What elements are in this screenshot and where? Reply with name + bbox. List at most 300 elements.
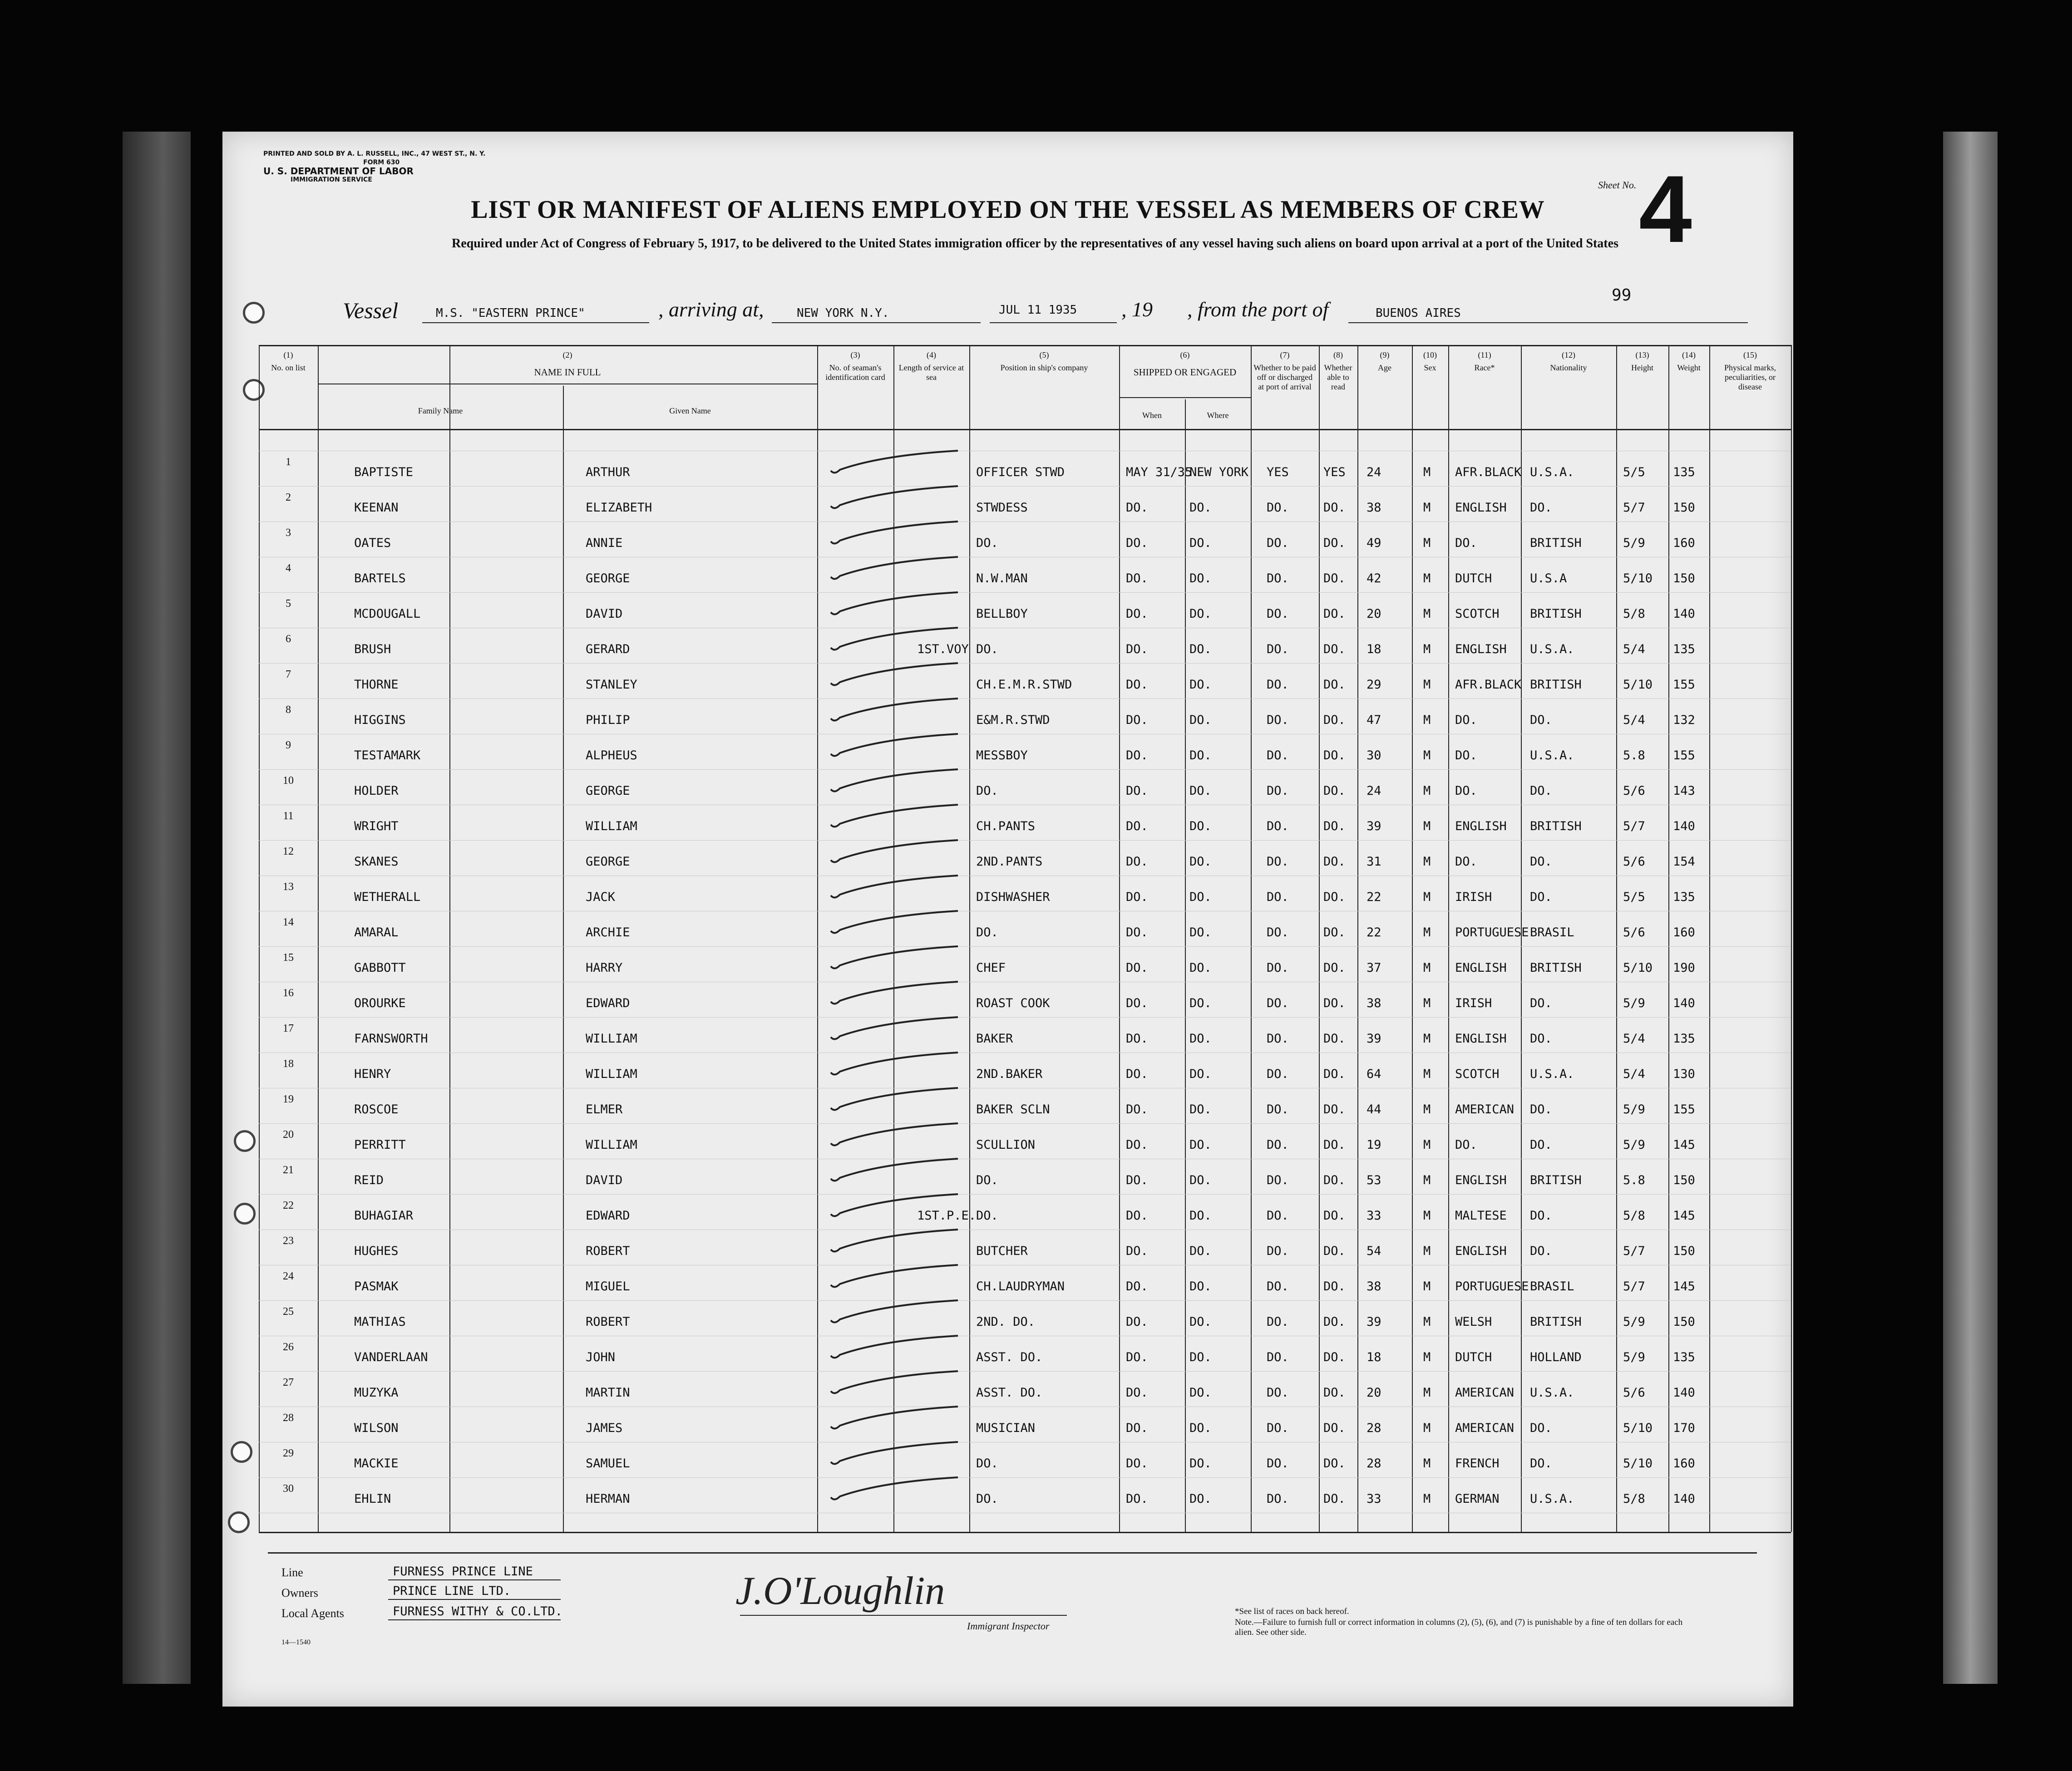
shipped-when-cell: DO.	[1126, 607, 1148, 621]
height-cell: 5/4	[1623, 713, 1645, 727]
position-cell: DO.	[976, 784, 998, 798]
height-cell: 5/10	[1623, 571, 1653, 585]
inspector-label: Immigrant Inspector	[967, 1620, 1050, 1632]
position-cell: DO.	[976, 1209, 998, 1223]
weight-cell: 145	[1673, 1279, 1695, 1294]
weight-cell: 160	[1673, 536, 1695, 550]
row-number: 16	[283, 987, 294, 999]
row-number: 19	[283, 1093, 294, 1105]
able-to-read-cell: DO.	[1323, 961, 1346, 975]
header-c6: SHIPPED OR ENGAGED	[1133, 367, 1237, 378]
height-cell: 5/10	[1623, 678, 1653, 692]
row-number: 27	[283, 1377, 294, 1388]
paid-off-cell: DO.	[1267, 536, 1289, 550]
age-cell: 24	[1367, 465, 1381, 479]
nationality-cell: U.S.A.	[1530, 1386, 1574, 1400]
header-c5-num: (5)	[1039, 350, 1049, 359]
position-cell: DO.	[976, 1173, 998, 1187]
column-rule	[1709, 345, 1710, 1532]
id-card-check-icon	[826, 518, 962, 550]
position-cell: ASST. DO.	[976, 1386, 1043, 1400]
vessel-underline	[422, 322, 649, 323]
weight-cell: 143	[1673, 784, 1695, 798]
column-rule	[1251, 345, 1252, 1532]
shipped-where-cell: DO.	[1189, 607, 1212, 621]
shipped-where-cell: DO.	[1189, 925, 1212, 940]
height-cell: 5/7	[1623, 1244, 1645, 1258]
sex-cell: M	[1423, 855, 1431, 869]
sex-cell: M	[1423, 1102, 1431, 1117]
weight-cell: 135	[1673, 1350, 1695, 1364]
punch-hole	[231, 1441, 252, 1463]
service-length-cell: 1ST.VOY	[917, 642, 969, 656]
paid-off-cell: DO.	[1267, 713, 1289, 727]
weight-cell: 154	[1673, 855, 1695, 869]
sex-cell: M	[1423, 1032, 1431, 1046]
given-name-cell: EDWARD	[586, 996, 630, 1010]
id-card-check-icon	[826, 801, 962, 833]
height-cell: 5/10	[1623, 1421, 1653, 1435]
agents-label: Local Agents	[281, 1607, 344, 1620]
family-name-cell: BAPTISTE	[354, 465, 414, 479]
age-cell: 53	[1367, 1173, 1381, 1187]
given-name-cell: WILLIAM	[586, 1032, 637, 1046]
able-to-read-cell: DO.	[1323, 501, 1346, 515]
given-name-cell: HARRY	[586, 961, 623, 975]
id-card-check-icon	[826, 447, 962, 479]
race-cell: AMERICAN	[1455, 1421, 1515, 1435]
race-cell: ENGLISH	[1455, 819, 1507, 833]
punch-hole	[228, 1511, 250, 1533]
shipped-where-cell: DO.	[1189, 855, 1212, 869]
nationality-cell: BRITISH	[1530, 961, 1582, 975]
weight-cell: 140	[1673, 607, 1695, 621]
shipped-where-cell: DO.	[1189, 1456, 1212, 1471]
able-to-read-cell: DO.	[1323, 1456, 1346, 1471]
shipped-when-cell: DO.	[1126, 890, 1148, 904]
id-card-check-icon	[826, 872, 962, 904]
row-number: 8	[286, 704, 291, 716]
given-name-cell: SAMUEL	[586, 1456, 630, 1471]
header-c9: Age	[1378, 363, 1391, 372]
weight-cell: 150	[1673, 1244, 1695, 1258]
sex-cell: M	[1423, 890, 1431, 904]
position-cell: STWDESS	[976, 501, 1028, 515]
able-to-read-cell: DO.	[1323, 642, 1346, 656]
able-to-read-cell: DO.	[1323, 1315, 1346, 1329]
sex-cell: M	[1423, 1209, 1431, 1223]
shipped-when-cell: DO.	[1126, 748, 1148, 763]
height-cell: 5/9	[1623, 1102, 1645, 1117]
row-guide	[259, 1477, 1791, 1478]
form-code: 14—1540	[281, 1638, 311, 1646]
manifest-sheet	[222, 132, 1793, 1707]
paid-off-cell: DO.	[1267, 1279, 1289, 1294]
header-c8: Whether able to read	[1324, 363, 1352, 391]
id-card-check-icon	[826, 1191, 962, 1222]
agents-value: FURNESS WITHY & CO.LTD.	[393, 1604, 562, 1618]
position-cell: CH.LAUDRYMAN	[976, 1279, 1065, 1294]
position-cell: DO.	[976, 536, 998, 550]
nationality-cell: DO.	[1530, 713, 1552, 727]
nationality-cell: BRITISH	[1530, 1315, 1582, 1329]
column-rule	[1119, 345, 1120, 1532]
row-number: 15	[283, 952, 294, 964]
line-label: Line	[281, 1566, 303, 1579]
row-number: 13	[283, 881, 294, 893]
shipped-where-cell: DO.	[1189, 1492, 1212, 1506]
nationality-cell: BRITISH	[1530, 607, 1582, 621]
header-c6a: When	[1142, 411, 1162, 420]
height-cell: 5/10	[1623, 961, 1653, 975]
race-cell: DO.	[1455, 784, 1477, 798]
sex-cell: M	[1423, 501, 1431, 515]
race-cell: GERMAN	[1455, 1492, 1500, 1506]
height-cell: 5/4	[1623, 1032, 1645, 1046]
sex-cell: M	[1423, 996, 1431, 1010]
race-cell: ENGLISH	[1455, 961, 1507, 975]
height-cell: 5/8	[1623, 607, 1645, 621]
id-card-check-icon	[826, 1013, 962, 1045]
given-name-cell: WILLIAM	[586, 819, 637, 833]
weight-cell: 135	[1673, 1032, 1695, 1046]
family-name-cell: MUZYKA	[354, 1386, 399, 1400]
position-cell: BAKER SCLN	[976, 1102, 1050, 1117]
nationality-cell: U.S.A	[1530, 571, 1567, 585]
row-number: 2	[286, 492, 291, 503]
family-name-cell: HIGGINS	[354, 713, 406, 727]
position-cell: DO.	[976, 1492, 998, 1506]
id-card-check-icon	[826, 943, 962, 974]
position-cell: 2ND.PANTS	[976, 855, 1043, 869]
row-guide	[259, 1123, 1791, 1124]
header-c14-num: (14)	[1682, 350, 1696, 359]
race-cell: AFR.BLACK	[1455, 678, 1522, 692]
column-rule	[969, 345, 970, 1532]
race-cell: MALTESE	[1455, 1209, 1507, 1223]
arriving-label: , arriving at,	[658, 298, 764, 321]
sex-cell: M	[1423, 642, 1431, 656]
header-c2b: Given Name	[669, 406, 711, 415]
weight-cell: 140	[1673, 1386, 1695, 1400]
age-cell: 42	[1367, 571, 1381, 585]
given-name-cell: DAVID	[586, 1173, 623, 1187]
weight-cell: 150	[1673, 1173, 1695, 1187]
row-guide	[259, 769, 1791, 770]
row-number: 1	[286, 456, 291, 468]
given-name-cell: HERMAN	[586, 1492, 630, 1506]
height-cell: 5/8	[1623, 1492, 1645, 1506]
able-to-read-cell: DO.	[1323, 996, 1346, 1010]
sex-cell: M	[1423, 1421, 1431, 1435]
header-c15: Physical marks, peculiarities, or disease	[1724, 363, 1776, 391]
from-port-label: , from the port of	[1187, 298, 1329, 321]
paid-off-cell: DO.	[1267, 961, 1289, 975]
age-cell: 28	[1367, 1421, 1381, 1435]
shipped-where-cell: DO.	[1189, 1102, 1212, 1117]
given-name-cell: EDWARD	[586, 1209, 630, 1223]
race-cell: AMERICAN	[1455, 1386, 1515, 1400]
shipped-where-cell: DO.	[1189, 1032, 1212, 1046]
shipped-where-cell: DO.	[1189, 1386, 1212, 1400]
sex-cell: M	[1423, 819, 1431, 833]
shipped-where-cell: DO.	[1189, 713, 1212, 727]
row-guide	[259, 840, 1791, 841]
sex-cell: M	[1423, 713, 1431, 727]
family-name-cell: REID	[354, 1173, 384, 1187]
row-guide	[259, 663, 1791, 664]
age-cell: 28	[1367, 1456, 1381, 1471]
age-cell: 54	[1367, 1244, 1381, 1258]
given-name-cell: MIGUEL	[586, 1279, 630, 1294]
age-cell: 30	[1367, 748, 1381, 763]
sex-cell: M	[1423, 465, 1431, 479]
shipped-where-cell: NEW YORK	[1189, 465, 1249, 479]
row-number: 30	[283, 1483, 294, 1495]
paid-off-cell: DO.	[1267, 890, 1289, 904]
given-name-cell: JACK	[586, 890, 616, 904]
age-cell: 31	[1367, 855, 1381, 869]
id-card-check-icon	[826, 1368, 962, 1399]
paid-off-cell: DO.	[1267, 571, 1289, 585]
header-c3-num: (3)	[850, 350, 860, 359]
column-rule	[1357, 345, 1358, 1532]
date-stamp: JUL 11 1935	[999, 303, 1077, 317]
id-card-check-icon	[826, 1438, 962, 1470]
nationality-cell: DO.	[1530, 1421, 1552, 1435]
header-c1-num: (1)	[283, 350, 293, 359]
paid-off-cell: DO.	[1267, 678, 1289, 692]
shipped-when-cell: DO.	[1126, 1315, 1148, 1329]
race-cell: DO.	[1455, 855, 1477, 869]
sheet-number-handwritten: 4	[1639, 156, 1692, 262]
owners-label: Owners	[281, 1586, 318, 1599]
shipped-where-cell: DO.	[1189, 996, 1212, 1010]
height-cell: 5/5	[1623, 465, 1645, 479]
able-to-read-cell: DO.	[1323, 1421, 1346, 1435]
id-card-check-icon	[826, 1084, 962, 1116]
column-rule	[449, 345, 450, 1532]
height-cell: 5/9	[1623, 536, 1645, 550]
header-c12: Nationality	[1550, 363, 1587, 372]
sex-cell: M	[1423, 536, 1431, 550]
nationality-cell: HOLLAND	[1530, 1350, 1582, 1364]
weight-cell: 135	[1673, 890, 1695, 904]
race-cell: AMERICAN	[1455, 1102, 1515, 1117]
row-number: 18	[283, 1058, 294, 1070]
header-c3: No. of seaman's identification card	[825, 363, 885, 382]
position-cell: BAKER	[976, 1032, 1013, 1046]
shipped-when-cell: DO.	[1126, 855, 1148, 869]
able-to-read-cell: DO.	[1323, 1244, 1346, 1258]
weight-cell: 145	[1673, 1209, 1695, 1223]
sex-cell: M	[1423, 1456, 1431, 1471]
age-cell: 38	[1367, 501, 1381, 515]
shipped-when-cell: DO.	[1126, 1279, 1148, 1294]
race-cell: SCOTCH	[1455, 607, 1500, 621]
id-card-check-icon	[826, 695, 962, 727]
form-number: FORM 630	[363, 159, 400, 166]
family-name-cell: GABBOTT	[354, 961, 406, 975]
given-name-cell: MARTIN	[586, 1386, 630, 1400]
position-cell: MESSBOY	[976, 748, 1028, 763]
race-cell: PORTUGUESE	[1455, 1279, 1529, 1294]
header-c9-num: (9)	[1380, 350, 1390, 359]
row-number: 6	[286, 633, 291, 645]
nationality-cell: DO.	[1530, 1138, 1552, 1152]
shipped-when-cell: DO.	[1126, 1421, 1148, 1435]
weight-cell: 150	[1673, 1315, 1695, 1329]
height-cell: 5/6	[1623, 925, 1645, 940]
id-card-check-icon	[826, 1403, 962, 1435]
shipped-where-cell: DO.	[1189, 1315, 1212, 1329]
age-cell: 18	[1367, 642, 1381, 656]
header-c1: No. on list	[271, 363, 306, 372]
column-rule	[817, 345, 818, 1532]
fine-note: Note.—Failure to furnish full or correct information in columns (2), (5), (6), and (7) is punishable by a fine of ten dollars for each alien. See other side.	[1235, 1618, 1683, 1637]
row-guide	[259, 1017, 1791, 1018]
row-number: 3	[286, 527, 291, 539]
able-to-read-cell: DO.	[1323, 925, 1346, 940]
inspector-signature: J.O'Loughlin	[735, 1569, 945, 1613]
weight-cell: 145	[1673, 1138, 1695, 1152]
height-cell: 5/9	[1623, 1315, 1645, 1329]
sheet-extra-number: 99	[1612, 286, 1632, 305]
row-number: 17	[283, 1023, 294, 1034]
weight-cell: 155	[1673, 748, 1695, 763]
family-name-cell: WRIGHT	[354, 819, 399, 833]
paid-off-cell: DO.	[1267, 1386, 1289, 1400]
shipped-where-cell: DO.	[1189, 961, 1212, 975]
able-to-read-cell: DO.	[1323, 571, 1346, 585]
sex-cell: M	[1423, 678, 1431, 692]
header-c2-num: (2)	[562, 350, 572, 359]
row-guide	[259, 1300, 1791, 1301]
race-cell: DUTCH	[1455, 1350, 1492, 1364]
service-name: IMMIGRATION SERVICE	[291, 176, 372, 183]
shipped-when-cell: DO.	[1126, 1173, 1148, 1187]
service-length-cell: 1ST.P.E.	[917, 1209, 977, 1223]
nationality-cell: DO.	[1530, 784, 1552, 798]
row-number: 29	[283, 1447, 294, 1459]
height-cell: 5/8	[1623, 1209, 1645, 1223]
id-card-check-icon	[826, 1332, 962, 1364]
row-number: 21	[283, 1164, 294, 1176]
sex-cell: M	[1423, 607, 1431, 621]
shipped-when-cell: DO.	[1126, 1067, 1148, 1081]
race-cell: ENGLISH	[1455, 642, 1507, 656]
age-cell: 20	[1367, 1386, 1381, 1400]
column-rule	[1412, 345, 1413, 1532]
given-name-cell: GEORGE	[586, 784, 630, 798]
weight-cell: 160	[1673, 925, 1695, 940]
paid-off-cell: DO.	[1267, 1102, 1289, 1117]
line-underline	[388, 1579, 561, 1580]
age-cell: 19	[1367, 1138, 1381, 1152]
paid-off-cell: DO.	[1267, 1315, 1289, 1329]
age-cell: 24	[1367, 784, 1381, 798]
given-name-cell: GERARD	[586, 642, 630, 656]
able-to-read-cell: DO.	[1323, 1350, 1346, 1364]
given-name-cell: STANLEY	[586, 678, 637, 692]
able-to-read-cell: DO.	[1323, 784, 1346, 798]
given-name-cell: ROBERT	[586, 1315, 630, 1329]
shipped-when-cell: MAY 31/35	[1126, 465, 1193, 479]
nationality-cell: BRITISH	[1530, 536, 1582, 550]
weight-cell: 135	[1673, 465, 1695, 479]
header-c11-num: (11)	[1478, 350, 1491, 359]
nationality-cell: DO.	[1530, 1032, 1552, 1046]
age-cell: 29	[1367, 678, 1381, 692]
height-cell: 5/10	[1623, 1456, 1653, 1471]
row-number: 4	[286, 562, 291, 574]
row-guide	[259, 1371, 1791, 1372]
family-name-cell: FARNSWORTH	[354, 1032, 428, 1046]
paid-off-cell: DO.	[1267, 642, 1289, 656]
shipped-where-cell: DO.	[1189, 890, 1212, 904]
header-c8-num: (8)	[1333, 350, 1343, 359]
position-cell: CH.E.M.R.STWD	[976, 678, 1072, 692]
weight-cell: 150	[1673, 501, 1695, 515]
nationality-cell: BRITISH	[1530, 819, 1582, 833]
paid-off-cell: DO.	[1267, 1350, 1289, 1364]
shipped-where-cell: DO.	[1189, 678, 1212, 692]
header-c15-num: (15)	[1743, 350, 1757, 359]
age-cell: 33	[1367, 1492, 1381, 1506]
row-number: 12	[283, 846, 294, 857]
family-name-cell: WILSON	[354, 1421, 399, 1435]
date-underline	[990, 322, 1117, 323]
nationality-cell: DO.	[1530, 501, 1552, 515]
signature-line	[740, 1615, 1067, 1616]
sex-cell: M	[1423, 1386, 1431, 1400]
sex-cell: M	[1423, 1350, 1431, 1364]
shipped-when-cell: DO.	[1126, 536, 1148, 550]
column-rule	[1448, 345, 1449, 1532]
id-card-check-icon	[826, 1261, 962, 1293]
binder-strip-right	[1943, 132, 1998, 1684]
column-rule	[259, 345, 260, 1532]
shipped-where-cell: DO.	[1189, 1209, 1212, 1223]
race-cell: DO.	[1455, 1138, 1477, 1152]
age-cell: 33	[1367, 1209, 1381, 1223]
id-card-check-icon	[826, 482, 962, 514]
family-name-cell: MATHIAS	[354, 1315, 406, 1329]
race-cell: IRISH	[1455, 890, 1492, 904]
family-name-cell: OATES	[354, 536, 391, 550]
given-name-cell: ARCHIE	[586, 925, 630, 940]
shipped-when-cell: DO.	[1126, 1209, 1148, 1223]
shipped-when-cell: DO.	[1126, 961, 1148, 975]
row-guide	[259, 592, 1791, 593]
shipped-when-cell: DO.	[1126, 713, 1148, 727]
able-to-read-cell: DO.	[1323, 1102, 1346, 1117]
from-underline	[1348, 322, 1748, 323]
height-cell: 5/9	[1623, 1350, 1645, 1364]
able-to-read-cell: DO.	[1323, 607, 1346, 621]
family-name-cell: HUGHES	[354, 1244, 399, 1258]
paid-off-cell: DO.	[1267, 501, 1289, 515]
family-name-cell: HOLDER	[354, 784, 399, 798]
weight-cell: 140	[1673, 996, 1695, 1010]
able-to-read-cell: DO.	[1323, 890, 1346, 904]
sex-cell: M	[1423, 748, 1431, 763]
race-cell: DO.	[1455, 536, 1477, 550]
header-bottom-rule	[259, 429, 1791, 430]
shipped-when-cell: DO.	[1126, 571, 1148, 585]
shipped-where-cell: DO.	[1189, 1067, 1212, 1081]
family-name-cell: BARTELS	[354, 571, 406, 585]
